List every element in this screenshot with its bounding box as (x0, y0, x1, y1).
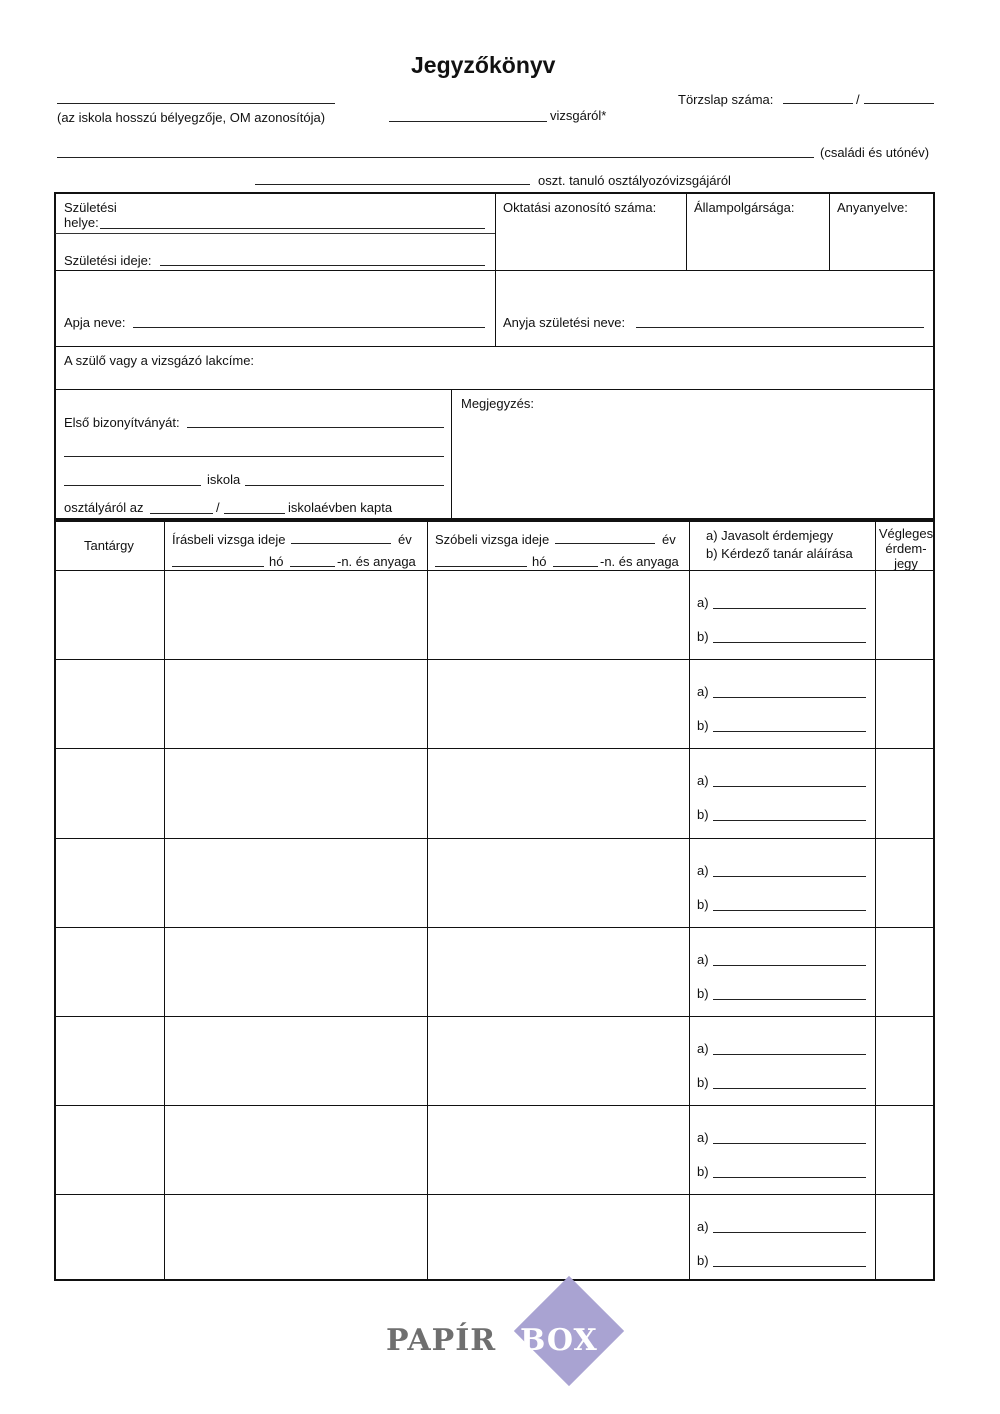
table-row-divider (55, 838, 934, 839)
birth-place-label-2: helye: (64, 215, 99, 230)
school-stamp-line[interactable] (57, 103, 335, 104)
row-b-label: b) (697, 718, 709, 733)
teacher-signature-line[interactable] (713, 642, 866, 643)
school-name-line[interactable] (64, 485, 201, 486)
written-day-line[interactable] (290, 566, 335, 567)
birth-place-label-1: Születési (64, 200, 117, 215)
row-a-label: a) (697, 773, 709, 788)
edu-id-label: Oktatási azonosító száma: (503, 200, 657, 215)
note-label: Megjegyzés: (461, 396, 534, 411)
native-language-label: Anyanyelve: (837, 200, 908, 215)
year-end-line[interactable] (224, 513, 285, 514)
final-grade-header-2: érdem- (885, 541, 927, 556)
oral-exam-header: Szóbeli vizsga ideje (435, 532, 550, 547)
class-line[interactable] (255, 184, 530, 185)
written-month-label: hó (269, 554, 284, 569)
row-a-label: a) (697, 684, 709, 699)
final-grade-header-1: Végleges (878, 526, 934, 541)
proposed-grade-line[interactable] (713, 1143, 866, 1144)
page-title: Jegyzőkönyv (411, 52, 556, 78)
row-a-label: a) (697, 1041, 709, 1056)
teacher-signature-line[interactable] (713, 820, 866, 821)
teacher-signature-line[interactable] (713, 731, 866, 732)
first-cert-line[interactable] (187, 427, 444, 428)
oral-year-label: év (662, 532, 676, 547)
row-b-label: b) (697, 1075, 709, 1090)
table-row-divider (55, 927, 934, 928)
birth-date-label: Születési ideje: (64, 253, 152, 268)
school-year-label: iskolaévben kapta (288, 500, 393, 515)
row-b-label: b) (697, 807, 709, 822)
table-row-divider (55, 748, 934, 749)
written-year-label: év (398, 532, 412, 547)
proposed-grade-header: a) Javasolt érdemjegy (706, 528, 834, 543)
logo-word-papir: PAPÍR (386, 1323, 497, 1358)
register-separator: / (856, 92, 860, 107)
oral-year-line[interactable] (555, 543, 655, 544)
year-separator: / (216, 500, 220, 515)
written-year-line[interactable] (291, 543, 391, 544)
father-name-line[interactable] (133, 327, 485, 328)
student-name-suffix: (családi és utónév) (820, 145, 930, 160)
exam-type-line[interactable] (389, 121, 547, 122)
oral-day-line[interactable] (553, 566, 598, 567)
row-b-label: b) (697, 1253, 709, 1268)
logo-word-box: BOX (520, 1323, 598, 1358)
birth-date-line[interactable] (160, 265, 485, 266)
proposed-grade-line[interactable] (713, 1232, 866, 1233)
teacher-signature-line[interactable] (713, 1177, 866, 1178)
school-label: iskola (207, 472, 241, 487)
proposed-grade-line[interactable] (713, 786, 866, 787)
birth-place-line[interactable] (100, 228, 485, 229)
proposed-grade-line[interactable] (713, 608, 866, 609)
first-cert-label: Első bizonyítványát: (64, 415, 180, 430)
teacher-signature-header: b) Kérdező tanár aláírása (706, 546, 853, 561)
written-day-label: -n. és anyaga (337, 554, 416, 569)
register-label: Törzslap száma: (678, 92, 774, 107)
row-a-label: a) (697, 952, 709, 967)
first-cert-line-2[interactable] (64, 456, 444, 457)
class-from-label: osztályáról az (64, 500, 144, 515)
table-row-divider (55, 1194, 934, 1195)
table-row-divider (55, 659, 934, 660)
teacher-signature-line[interactable] (713, 999, 866, 1000)
exam-type-suffix: vizsgáról* (550, 108, 607, 123)
student-name-line[interactable] (57, 157, 814, 158)
row-a-label: a) (697, 595, 709, 610)
row-a-label: a) (697, 1130, 709, 1145)
row-a-label: a) (697, 863, 709, 878)
class-exam-suffix: oszt. tanuló osztályozóvizsgájáról (538, 173, 731, 188)
table-row-divider (55, 1105, 934, 1106)
row-b-label: b) (697, 629, 709, 644)
proposed-grade-line[interactable] (713, 1054, 866, 1055)
school-name-line-2[interactable] (245, 485, 444, 486)
table-row-divider (55, 1016, 934, 1017)
register-number-line-1[interactable] (783, 103, 853, 104)
final-grade-header-3: jegy (894, 556, 918, 571)
oral-month-label: hó (532, 554, 547, 569)
school-stamp-label: (az iskola hosszú bélyegzője, OM azonosítója) (57, 110, 326, 125)
proposed-grade-line[interactable] (713, 697, 866, 698)
year-start-line[interactable] (150, 513, 213, 514)
row-b-label: b) (697, 1164, 709, 1179)
oral-month-line[interactable] (435, 566, 527, 567)
oral-day-label: -n. és anyaga (600, 554, 679, 569)
grades-table (54, 520, 935, 1281)
subject-header: Tantárgy (84, 538, 134, 553)
row-b-label: b) (697, 897, 709, 912)
row-a-label: a) (697, 1219, 709, 1234)
proposed-grade-line[interactable] (713, 965, 866, 966)
father-name-label: Apja neve: (64, 315, 126, 330)
teacher-signature-line[interactable] (713, 1088, 866, 1089)
address-label: A szülő vagy a vizsgázó lakcíme: (64, 353, 255, 368)
mother-name-label: Anyja születési neve: (503, 315, 626, 330)
mother-name-line[interactable] (636, 327, 924, 328)
row-b-label: b) (697, 986, 709, 1001)
citizenship-label: Állampolgársága: (694, 200, 795, 215)
teacher-signature-line[interactable] (713, 1266, 866, 1267)
teacher-signature-line[interactable] (713, 910, 866, 911)
register-number-line-2[interactable] (864, 103, 934, 104)
proposed-grade-line[interactable] (713, 876, 866, 877)
written-exam-header: Írásbeli vizsga ideje (172, 532, 286, 547)
written-month-line[interactable] (172, 566, 264, 567)
